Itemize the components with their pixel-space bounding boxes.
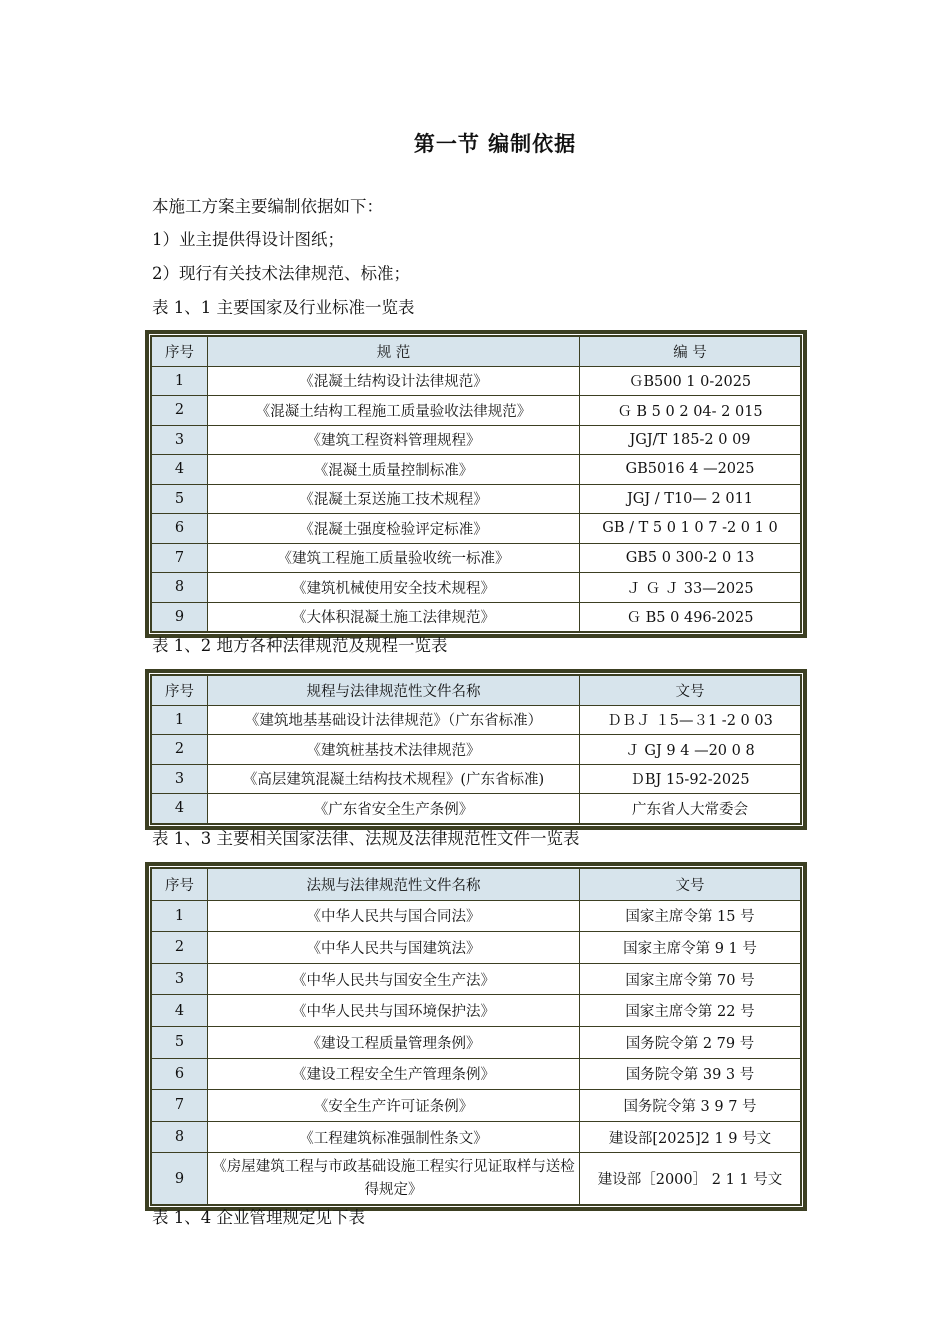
table1-caption: 表 1、1 主要国家及行业标准一览表 bbox=[152, 298, 415, 317]
table-row bbox=[152, 735, 801, 765]
row-number: 9 bbox=[152, 1153, 208, 1205]
regulation-name: 《建筑地基基础设计法律规范》（广东省标准） bbox=[208, 705, 580, 735]
row-number: 9 bbox=[152, 602, 208, 632]
header-cell: 文号 bbox=[580, 869, 801, 901]
regulation-name: 《广东省安全生产条例》 bbox=[208, 794, 580, 824]
standard-code: Ｊ Ｇ Ｊ 33—2025 bbox=[580, 573, 801, 603]
header-cell: 序号 bbox=[152, 869, 208, 901]
header-cell: 编 号 bbox=[580, 337, 801, 367]
table-row bbox=[152, 932, 801, 964]
header-cell: 规 范 bbox=[208, 337, 580, 367]
table-row bbox=[152, 573, 801, 603]
standard-name: 《混凝土结构设计法律规范》 bbox=[208, 366, 580, 396]
law-name: 《建设工程安全生产管理条例》 bbox=[208, 1058, 580, 1090]
law-name: 《中华人民共与国建筑法》 bbox=[208, 932, 580, 964]
table-header-row bbox=[152, 337, 801, 367]
standard-name: 《大体积混凝土施工法律规范》 bbox=[208, 602, 580, 632]
table1 bbox=[151, 336, 801, 632]
law-name: 《建设工程质量管理条例》 bbox=[208, 1026, 580, 1058]
table3-frame bbox=[145, 862, 807, 1211]
row-number: 6 bbox=[152, 1058, 208, 1090]
table-row bbox=[152, 1153, 801, 1205]
table-header-row bbox=[152, 676, 801, 706]
document-number: 国家主席令第 22 号 bbox=[580, 995, 801, 1027]
document-number: 建设部[2025]2 1 9 号文 bbox=[580, 1121, 801, 1153]
table3-caption: 表 1、3 主要相关国家法律、法规及法律规范性文件一览表 bbox=[152, 829, 580, 848]
law-name: 《中华人民共与国合同法》 bbox=[208, 900, 580, 932]
standard-code: JGJ / T10— 2 011 bbox=[580, 484, 801, 514]
regulation-name: 《高层建筑混凝土结构技术规程》(广东省标准) bbox=[208, 764, 580, 794]
table2-caption: 表 1、2 地方各种法律规范及规程一览表 bbox=[152, 636, 448, 655]
document-number: 建设部［2000］ 2 1 1 号文 bbox=[580, 1153, 801, 1205]
row-number: 1 bbox=[152, 900, 208, 932]
row-number: 3 bbox=[152, 764, 208, 794]
header-cell: 文号 bbox=[580, 676, 801, 706]
table-row bbox=[152, 543, 801, 573]
row-number: 1 bbox=[152, 705, 208, 735]
law-name: 《房屋建筑工程与市政基础设施工程实行见证取样与送检得规定》 bbox=[208, 1153, 580, 1205]
standard-code: ＧB500 1 0-2025 bbox=[580, 366, 801, 396]
table1-frame bbox=[145, 330, 807, 638]
table-row bbox=[152, 455, 801, 485]
document-number: 国务院令第 3 9 7 号 bbox=[580, 1090, 801, 1122]
header-cell: 规程与法律规范性文件名称 bbox=[208, 676, 580, 706]
standard-code: Ｇ B 5 0 2 04- 2 015 bbox=[580, 396, 801, 426]
table-row bbox=[152, 366, 801, 396]
table-row bbox=[152, 963, 801, 995]
intro-line-3: 2）现行有关技术法律规范、标准； bbox=[152, 264, 410, 283]
law-name: 《工程建筑标准强制性条文》 bbox=[208, 1121, 580, 1153]
standard-code: GB / T 5 0 1 0 7 -2 0 1 0 bbox=[580, 514, 801, 544]
intro-line-1: 本施工方案主要编制依据如下： bbox=[152, 197, 383, 216]
table-row bbox=[152, 425, 801, 455]
row-number: 6 bbox=[152, 514, 208, 544]
intro-line-2: 1）业主提供得设计图纸； bbox=[152, 230, 344, 249]
header-cell: 法规与法律规范性文件名称 bbox=[208, 869, 580, 901]
header-cell: 序号 bbox=[152, 337, 208, 367]
standard-name: 《建筑工程施工质量验收统一标准》 bbox=[208, 543, 580, 573]
table-row bbox=[152, 764, 801, 794]
row-number: 7 bbox=[152, 543, 208, 573]
regulation-name: 《建筑桩基技术法律规范》 bbox=[208, 735, 580, 765]
row-number: 4 bbox=[152, 794, 208, 824]
row-number: 3 bbox=[152, 963, 208, 995]
table-row bbox=[152, 1121, 801, 1153]
standard-name: 《混凝土质量控制标准》 bbox=[208, 455, 580, 485]
table-row bbox=[152, 794, 801, 824]
document-number: 国家主席令第 9 1 号 bbox=[580, 932, 801, 964]
standard-name: 《建筑工程资料管理规程》 bbox=[208, 425, 580, 455]
standard-name: 《建筑机械使用安全技术规程》 bbox=[208, 573, 580, 603]
document-number: 国务院令第 39 3 号 bbox=[580, 1058, 801, 1090]
page-title: 第一节 编制依据 bbox=[413, 132, 577, 156]
row-number: 5 bbox=[152, 1026, 208, 1058]
row-number: 8 bbox=[152, 573, 208, 603]
table-row bbox=[152, 1090, 801, 1122]
row-number: 2 bbox=[152, 932, 208, 964]
standard-code: Ｇ B5 0 496-2025 bbox=[580, 602, 801, 632]
row-number: 3 bbox=[152, 425, 208, 455]
table-row bbox=[152, 900, 801, 932]
standard-name: 《混凝土泵送施工技术规程》 bbox=[208, 484, 580, 514]
table3 bbox=[151, 868, 801, 1205]
standard-code: JGJ/T 185-2 0 09 bbox=[580, 425, 801, 455]
table2-frame bbox=[145, 669, 807, 830]
table-row bbox=[152, 514, 801, 544]
document-number: ＤBJ 15-92-2025 bbox=[580, 764, 801, 794]
table2 bbox=[151, 675, 801, 824]
header-cell: 序号 bbox=[152, 676, 208, 706]
table-row bbox=[152, 484, 801, 514]
table4-caption: 表 1、4 企业管理规定见下表 bbox=[152, 1208, 365, 1227]
row-number: 4 bbox=[152, 455, 208, 485]
row-number: 2 bbox=[152, 735, 208, 765]
table-header-row bbox=[152, 869, 801, 901]
row-number: 8 bbox=[152, 1121, 208, 1153]
law-name: 《安全生产许可证条例》 bbox=[208, 1090, 580, 1122]
table-row bbox=[152, 396, 801, 426]
document-number: 国家主席令第 15 号 bbox=[580, 900, 801, 932]
document-number: 国务院令第 2 79 号 bbox=[580, 1026, 801, 1058]
law-name: 《中华人民共与国安全生产法》 bbox=[208, 963, 580, 995]
row-number: 5 bbox=[152, 484, 208, 514]
table-row bbox=[152, 1058, 801, 1090]
table-row bbox=[152, 602, 801, 632]
standard-name: 《混凝土强度检验评定标准》 bbox=[208, 514, 580, 544]
document-number: 国家主席令第 70 号 bbox=[580, 963, 801, 995]
document-number: ＤＢＪ １5—３1 -2 0 03 bbox=[580, 705, 801, 735]
document-number: 广东省人大常委会 bbox=[580, 794, 801, 824]
standard-name: 《混凝土结构工程施工质量验收法律规范》 bbox=[208, 396, 580, 426]
row-number: 7 bbox=[152, 1090, 208, 1122]
table-row bbox=[152, 705, 801, 735]
table-row bbox=[152, 995, 801, 1027]
row-number: 1 bbox=[152, 366, 208, 396]
standard-code: GB5016 4 —2025 bbox=[580, 455, 801, 485]
table-row bbox=[152, 1026, 801, 1058]
row-number: 4 bbox=[152, 995, 208, 1027]
law-name: 《中华人民共与国环境保护法》 bbox=[208, 995, 580, 1027]
standard-code: GB5 0 300-2 0 13 bbox=[580, 543, 801, 573]
row-number: 2 bbox=[152, 396, 208, 426]
document-number: Ｊ GJ 9 4 —20 0 8 bbox=[580, 735, 801, 765]
